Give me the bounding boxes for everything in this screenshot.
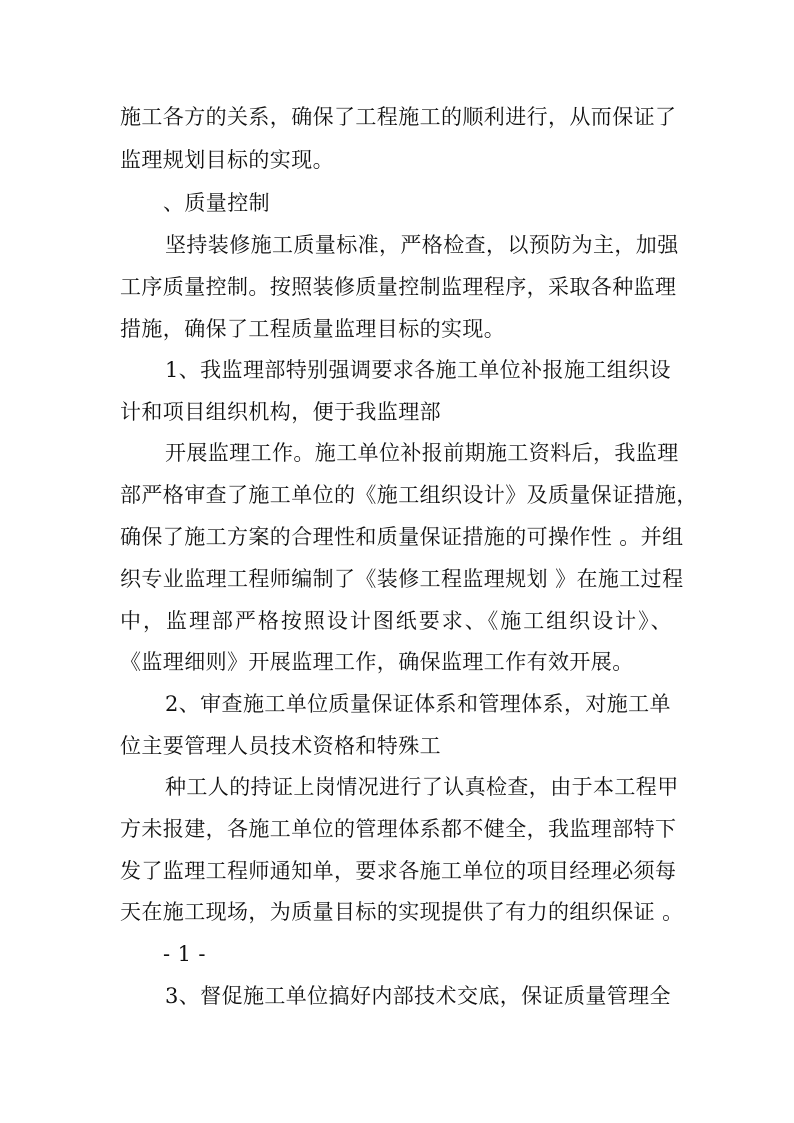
text-line: 措施，确保了工程质量监理目标的实现。 — [120, 317, 506, 341]
text-line: 2、审查施工单位质量保证体系和管理体系，对施工单 — [165, 692, 671, 716]
text-line: 3、督促施工单位搞好内部技术交底，保证质量管理全 — [165, 984, 671, 1008]
text-line: 施工各方的关系，确保了工程施工的顺利进行，从而保证了 — [120, 105, 677, 129]
text-line: 发了监理工程师通知单，要求各施工单位的项目经理必须每 — [120, 859, 677, 883]
text-line: 开展监理工作。施工单位补报前期施工资料后，我监理 — [165, 441, 679, 465]
text-line: 方未报建，各施工单位的管理体系都不健全，我监理部特下 — [120, 817, 677, 841]
section-heading: 、质量控制 — [163, 191, 270, 215]
text-line: 中，监理部严格按照设计图纸要求、《施工组织设计》、 — [120, 609, 672, 633]
text-line: 《监理细则》开展监理工作，确保监理工作有效开展。 — [120, 650, 634, 674]
text-line: 天在施工现场，为质量目标的实现提供了有力的组织保证 。 — [120, 900, 684, 924]
text-line: 计和项目组织机构，便于我监理部 — [120, 400, 441, 424]
text-line: 种工人的持证上岗情况进行了认真检查，由于本工程甲 — [165, 775, 679, 799]
page-number: - 1 - — [163, 942, 206, 966]
text-line: 坚持装修施工质量标准，严格检查，以预防为主，加强 — [165, 233, 679, 257]
text-line: 确保了施工方案的合理性和质量保证措施的可操作性 。并组 — [120, 525, 684, 549]
text-line: 工序质量控制。按照装修质量控制监理程序，采取各种监理 — [120, 275, 677, 299]
text-line: 位主要管理人员技术资格和特殊工 — [120, 734, 441, 758]
text-line: 监理规划目标的实现。 — [120, 148, 334, 172]
text-line: 部严格审查了施工单位的《施工组织设计》及质量保证措施， — [120, 483, 698, 507]
text-line: 织专业监理工程师编制了《装修工程监理规划 》在施工过程 — [120, 567, 684, 591]
text-line: 1、我监理部特别强调要求各施工单位补报施工组织设 — [165, 358, 671, 382]
